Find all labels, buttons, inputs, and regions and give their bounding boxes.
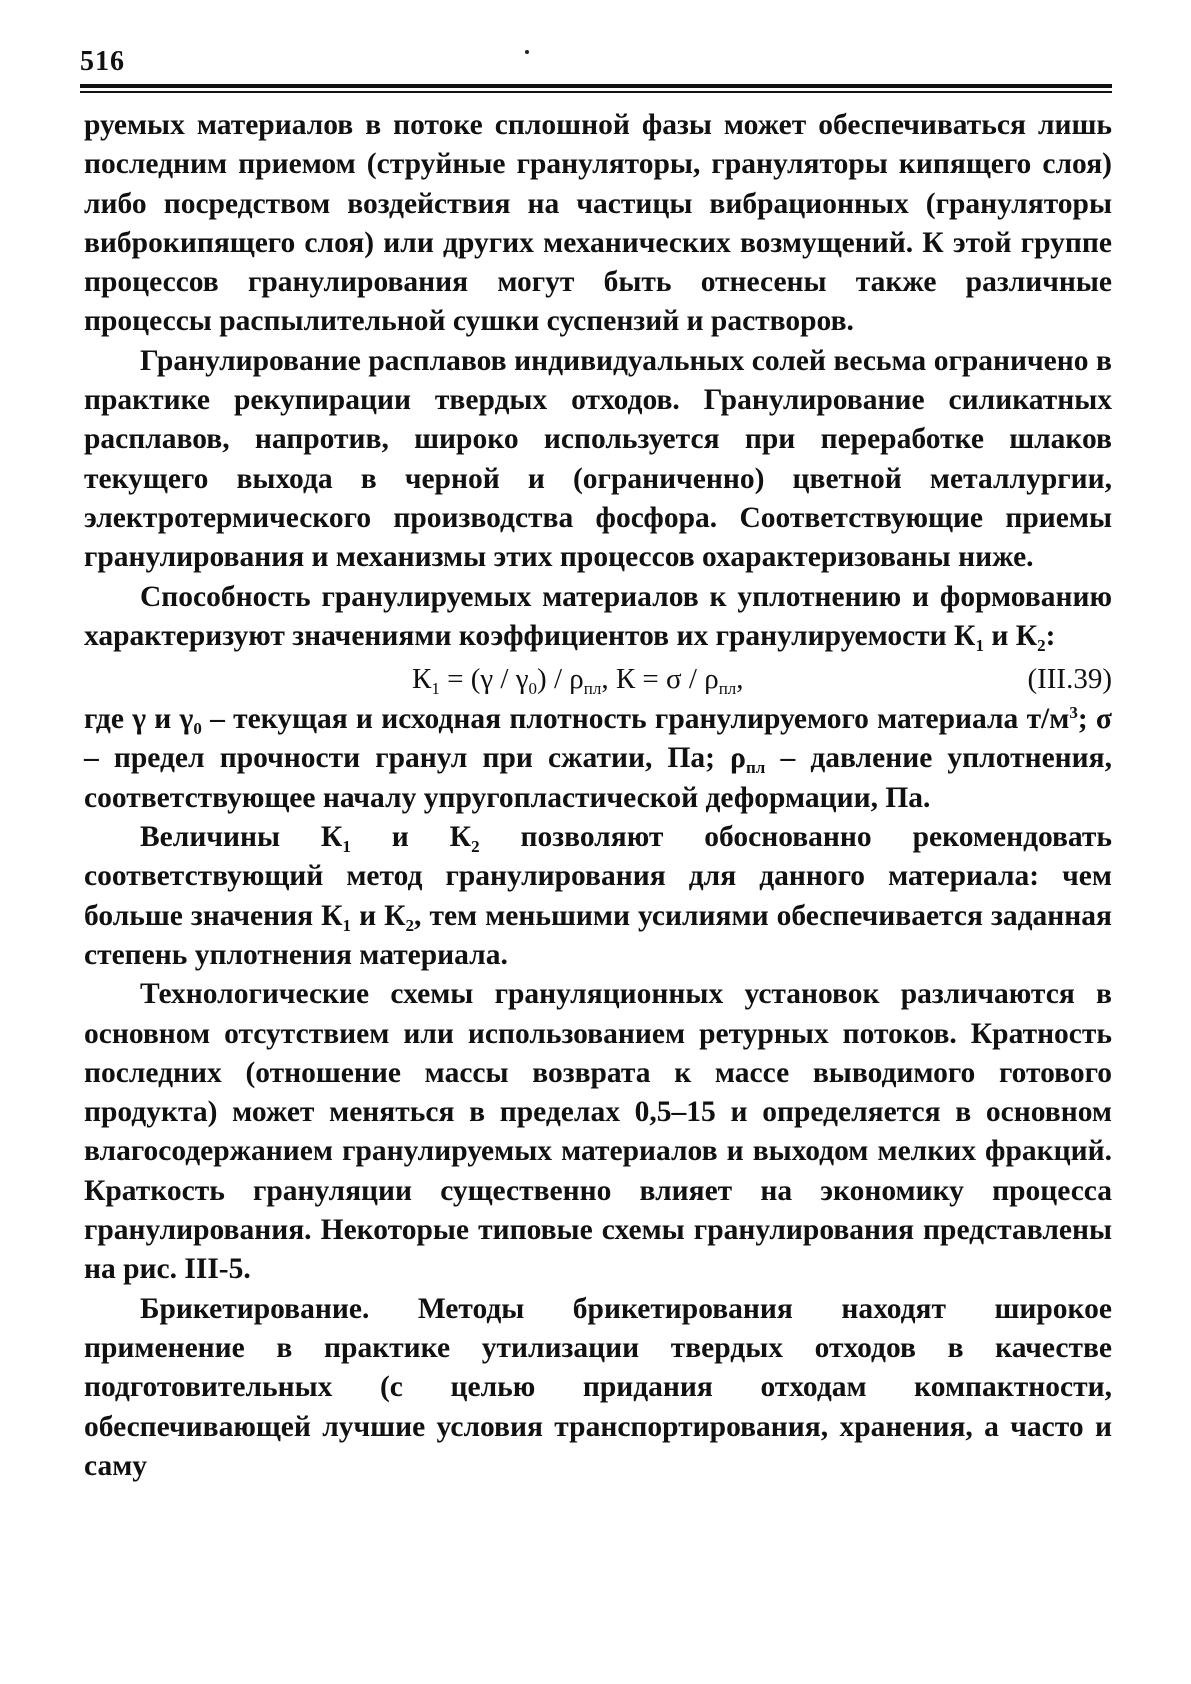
p4-text-a: где γ и γ — [84, 703, 194, 736]
formula-separator: , К = σ / ρ — [601, 663, 719, 696]
formula-rho-sub-2: пл — [718, 679, 737, 699]
formula-part-b: ) / ρ — [537, 663, 584, 696]
paragraph-2: Гранулирование расплавов индивидуальных солей весьма ограничено в практике рекупирации твердых отходов. Гранулирование силикатных расплавов, напротив, широко используется при переработке шлаков текущего выхода в черной и (ограниченно) цветной металлургии, электротермического производства фосфора. Соответствующие приемы гранулирования и механизмы этих процессов охарактеризованы ниже. — [84, 344, 1112, 574]
section-heading-briquetting: Брикетирование. — [140, 1292, 370, 1325]
formula-k1-sub: 1 — [431, 679, 440, 699]
formula-III-39 — [84, 660, 1112, 702]
p3-text-c: : — [1045, 619, 1056, 652]
p4-sub-pl: пл — [745, 758, 766, 778]
formula-rho-sub-1: пл — [583, 679, 602, 699]
p5-text-a: Величины К — [140, 821, 343, 854]
paragraph-3 — [84, 578, 1112, 657]
paragraph-4 — [84, 700, 1112, 818]
p5-sub-4: 2 — [405, 915, 415, 935]
p7-body: Методы брикетирования находят широкое применение в практике утилизации твердых отходов в качестве подготовительных (с целью придания отходам компактности, обеспечивающей лучшие условия транспортирования, хранения, а часто и саму — [84, 1292, 1112, 1482]
p4-text-d: – давление уплотнения, соответствующее началу упругопластической деформации, Па. — [84, 742, 1112, 814]
formula-gamma0-sub: 0 — [528, 679, 538, 699]
page-number: 516 — [80, 46, 125, 77]
speck-mark — [525, 50, 529, 54]
p3-text-b: и К — [983, 619, 1038, 652]
paragraph-7 — [84, 1290, 1112, 1486]
formula-k1: К — [412, 663, 432, 696]
p5-sub-3: 1 — [342, 915, 351, 935]
formula-end: , — [736, 663, 744, 696]
p4-sub-0: 0 — [193, 719, 202, 739]
p3-sub-2: 2 — [1037, 635, 1046, 655]
p5-text-d: и К — [351, 899, 406, 932]
formula-part-a: = (γ / γ — [439, 663, 529, 696]
p4-text-c: ; σ – предел прочности гранул при сжатии, Па; ρ — [84, 703, 1112, 775]
p4-text-b: – текущая и исходная плотность гранулируемого материала т/м — [201, 703, 1070, 736]
formula-number: (III.39) — [1027, 663, 1112, 696]
paragraph-1: руемых материалов в потоке сплошной фазы может обеспечиваться лишь последним приемом (струйные грануляторы, грануляторы кипящего слоя) либо посредством воздействия на частицы вибрационных (грануляторы виброкипящего слоя) или других механических возмущений. К этой группе процессов гранулирования могут быть отнесены также различные процессы распылительной сушки суспензий и растворов. — [84, 109, 1112, 338]
header-rule-thick — [80, 84, 1112, 88]
p5-sub-2: 2 — [471, 837, 480, 857]
paragraph-6: Технологические схемы грануляционных установок различаются в основном отсутствием или использованием ретурных потоков. Кратность последних (отношение массы возврата к массе выводимого готового продукта) может меняться в пределах 0,5–15 и определяется в основном влагосодержанием гранулируемых материалов и выходом мелких фракций. Краткость грануляции существенно влияет на экономику процесса гранулирования. Некоторые типовые схемы гранулирования представлены на рис. III-5. — [84, 978, 1112, 1286]
p4-sup-3: 3 — [1069, 703, 1078, 723]
p3-text-a: Способность гранулируемых материалов к уплотнению и формованию характеризуют значениями коэффициентов их гранулируемости К — [84, 580, 1112, 652]
p5-text-c: позволяют обоснованно рекомендовать соответствующий метод гранулирования для данного материала: чем больше значения К — [84, 821, 1113, 932]
paragraph-5 — [84, 818, 1112, 975]
p5-sub-1: 1 — [342, 837, 351, 857]
header-rule-thin — [80, 91, 1112, 93]
formula-expression — [412, 660, 744, 699]
p5-text-b: и К — [350, 821, 472, 854]
p5-text-e: , тем меньшими усилиями обеспечивается заданная степень уплотнения материала. — [84, 899, 1112, 971]
body-text — [84, 106, 1112, 1486]
p3-sub-1: 1 — [975, 635, 984, 655]
